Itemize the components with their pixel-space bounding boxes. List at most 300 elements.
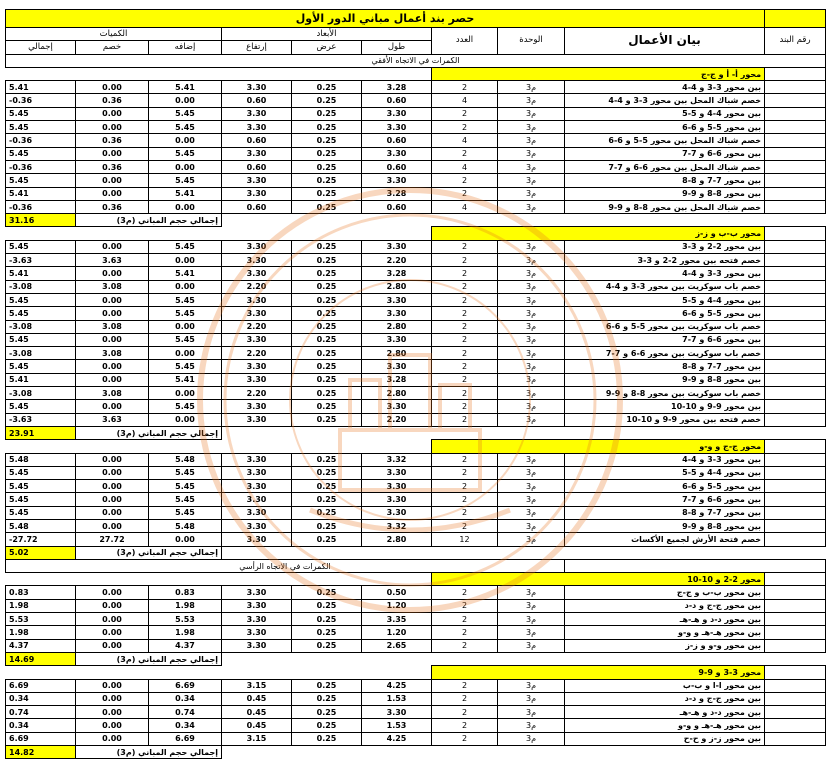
- description-cell: بين محور 4-4 و 5-5: [565, 466, 765, 479]
- count-cell: 2: [432, 626, 498, 639]
- table-row: [6, 94, 826, 107]
- length-cell: 3.30: [362, 466, 432, 479]
- width-cell: 0.25: [292, 187, 362, 200]
- width-cell: 0.25: [292, 121, 362, 134]
- deduct-cell: 0.00: [76, 174, 149, 187]
- height-cell: 2.20: [222, 347, 292, 360]
- length-cell: 3.30: [362, 480, 432, 493]
- table-row: [6, 586, 826, 599]
- horizontal-label-row: [6, 54, 826, 67]
- deduct-cell: 0.00: [76, 267, 149, 280]
- description-cell: بين محور ج-ج و د-د: [565, 692, 765, 705]
- count-cell: 2: [432, 254, 498, 267]
- table-row: [6, 626, 826, 639]
- add-cell: 0.00: [149, 413, 222, 426]
- unit-cell: م3: [498, 147, 565, 160]
- deduct-cell: 0.00: [76, 373, 149, 386]
- length-cell: 4.25: [362, 679, 432, 692]
- add-cell: 5.45: [149, 240, 222, 253]
- table-row: [6, 267, 826, 280]
- count-cell: 2: [432, 586, 498, 599]
- total-cell: 5.45: [6, 147, 76, 160]
- deduct-cell: 0.00: [76, 81, 149, 94]
- count-cell: 2: [432, 333, 498, 346]
- header-row-1: [6, 28, 826, 41]
- length-cell: 0.50: [362, 586, 432, 599]
- add-cell: 0.74: [149, 706, 222, 719]
- count-cell: 2: [432, 267, 498, 280]
- item-no-cell: [765, 719, 826, 732]
- width-cell: 0.25: [292, 240, 362, 253]
- total-cell: 0.34: [6, 719, 76, 732]
- add-cell: 0.00: [149, 280, 222, 293]
- item-no-cell: [765, 147, 826, 160]
- unit-cell: م3: [498, 187, 565, 200]
- table-row: [6, 280, 826, 293]
- table-row: [6, 347, 826, 360]
- count-cell: 2: [432, 121, 498, 134]
- length-cell: 1.53: [362, 719, 432, 732]
- description-cell: بين محور 6-6 و 7-7: [565, 493, 765, 506]
- length-cell: 4.25: [362, 732, 432, 745]
- deduct-cell: 0.00: [76, 360, 149, 373]
- width-cell: 0.25: [292, 480, 362, 493]
- count-cell: 2: [432, 293, 498, 306]
- length-cell: 3.30: [362, 493, 432, 506]
- add-cell: 5.45: [149, 121, 222, 134]
- item-no-cell: [765, 639, 826, 652]
- height-cell: 3.30: [222, 466, 292, 479]
- table-row: [6, 307, 826, 320]
- height-cell: 3.30: [222, 360, 292, 373]
- header-dimensions: الأبعاد: [222, 28, 432, 41]
- count-cell: 2: [432, 400, 498, 413]
- unit-cell: م3: [498, 533, 565, 546]
- section-title: محور 2-2 و 10-10: [432, 573, 765, 586]
- length-cell: 3.32: [362, 519, 432, 532]
- section-total-row: [6, 746, 826, 759]
- unit-cell: م3: [498, 107, 565, 120]
- width-cell: 0.25: [292, 147, 362, 160]
- length-cell: 3.30: [362, 400, 432, 413]
- section-total-row: [6, 652, 826, 665]
- length-cell: 3.30: [362, 333, 432, 346]
- deduct-cell: 0.00: [76, 599, 149, 612]
- unit-cell: م3: [498, 307, 565, 320]
- table-row: [6, 466, 826, 479]
- item-no-cell: [765, 280, 826, 293]
- table-row: [6, 320, 826, 333]
- item-no-cell: [765, 493, 826, 506]
- section-total-label: إجمالي حجم المباني (م3): [76, 214, 222, 227]
- width-cell: 0.25: [292, 160, 362, 173]
- width-cell: 0.25: [292, 506, 362, 519]
- item-no-cell: [765, 480, 826, 493]
- table-row: [6, 613, 826, 626]
- length-cell: 3.30: [362, 307, 432, 320]
- length-cell: 3.30: [362, 706, 432, 719]
- description-cell: بين محور د-د و هـ-هـ: [565, 706, 765, 719]
- total-cell: 5.45: [6, 293, 76, 306]
- deduct-cell: 0.00: [76, 732, 149, 745]
- add-cell: 1.98: [149, 626, 222, 639]
- width-cell: 0.25: [292, 639, 362, 652]
- item-no-cell: [765, 187, 826, 200]
- deduct-cell: 0.00: [76, 121, 149, 134]
- table-row: [6, 387, 826, 400]
- description-cell: بين محور و-و و ز-ز: [565, 639, 765, 652]
- width-cell: 0.25: [292, 320, 362, 333]
- add-cell: 0.34: [149, 719, 222, 732]
- description-cell: بين محور 8-8 و 9-9: [565, 519, 765, 532]
- deduct-cell: 0.00: [76, 706, 149, 719]
- total-cell: -3.08: [6, 387, 76, 400]
- section-total-row: [6, 546, 826, 559]
- unit-cell: م3: [498, 121, 565, 134]
- unit-cell: م3: [498, 174, 565, 187]
- height-cell: 3.30: [222, 506, 292, 519]
- unit-cell: م3: [498, 453, 565, 466]
- length-cell: 0.60: [362, 200, 432, 213]
- description-cell: بين محور د-د و هـ-هـ: [565, 613, 765, 626]
- deduct-cell: 0.00: [76, 586, 149, 599]
- description-cell: بين محور هـ-هـ و و-و: [565, 719, 765, 732]
- table-row: [6, 400, 826, 413]
- add-cell: 5.45: [149, 147, 222, 160]
- table-row: [6, 373, 826, 386]
- deduct-cell: 0.00: [76, 147, 149, 160]
- sheet-title: حصر بند أعمال مباني الدور الأول: [6, 10, 765, 28]
- total-cell: 6.69: [6, 679, 76, 692]
- count-cell: 2: [432, 81, 498, 94]
- header-total: إجمالي: [6, 41, 76, 54]
- total-cell: 5.45: [6, 121, 76, 134]
- length-cell: 2.80: [362, 320, 432, 333]
- height-cell: 3.30: [222, 254, 292, 267]
- header-description: بيان الأعمال: [565, 28, 765, 55]
- height-cell: 3.30: [222, 121, 292, 134]
- item-no-cell: [765, 413, 826, 426]
- description-cell: بين محور 5-5 و 6-6: [565, 121, 765, 134]
- unit-cell: م3: [498, 280, 565, 293]
- deduct-cell: 3.08: [76, 387, 149, 400]
- total-cell: 5.41: [6, 81, 76, 94]
- unit-cell: م3: [498, 267, 565, 280]
- height-cell: 3.30: [222, 293, 292, 306]
- unit-cell: م3: [498, 94, 565, 107]
- add-cell: 5.45: [149, 506, 222, 519]
- width-cell: 0.25: [292, 400, 362, 413]
- total-cell: 4.37: [6, 639, 76, 652]
- deduct-cell: 0.00: [76, 453, 149, 466]
- deduct-cell: 0.00: [76, 240, 149, 253]
- section-title: محور 3-3 و 9-9: [432, 666, 765, 679]
- item-no-cell: [765, 293, 826, 306]
- length-cell: 0.60: [362, 160, 432, 173]
- unit-cell: م3: [498, 493, 565, 506]
- item-no-cell: [765, 320, 826, 333]
- length-cell: 3.30: [362, 240, 432, 253]
- count-cell: 2: [432, 307, 498, 320]
- width-cell: 0.25: [292, 347, 362, 360]
- item-no-cell: [765, 360, 826, 373]
- description-cell: بين محور 4-4 و 5-5: [565, 293, 765, 306]
- table-row: [6, 187, 826, 200]
- item-no-cell: [765, 174, 826, 187]
- length-cell: 2.80: [362, 533, 432, 546]
- description-cell: بين محور ب-ب و ج-ج: [565, 586, 765, 599]
- description-cell: بين محور هـ-هـ و و-و: [565, 626, 765, 639]
- width-cell: 0.25: [292, 732, 362, 745]
- unit-cell: م3: [498, 706, 565, 719]
- quantity-sheet: [5, 9, 825, 759]
- width-cell: 0.25: [292, 413, 362, 426]
- unit-cell: م3: [498, 413, 565, 426]
- section-header-row: [6, 573, 826, 586]
- deduct-cell: 0.00: [76, 333, 149, 346]
- item-no-cell: [765, 200, 826, 213]
- table-row: [6, 160, 826, 173]
- height-cell: 3.30: [222, 586, 292, 599]
- table-row: [6, 81, 826, 94]
- height-cell: 3.30: [222, 267, 292, 280]
- item-no-cell: [765, 692, 826, 705]
- table-row: [6, 147, 826, 160]
- total-cell: 5.45: [6, 506, 76, 519]
- unit-cell: م3: [498, 81, 565, 94]
- height-cell: 0.60: [222, 160, 292, 173]
- horizontal-beams-label: الكمرات في الاتجاه الأفقي: [6, 54, 826, 67]
- total-cell: 5.45: [6, 240, 76, 253]
- count-cell: 2: [432, 639, 498, 652]
- unit-cell: م3: [498, 586, 565, 599]
- unit-cell: م3: [498, 719, 565, 732]
- width-cell: 0.25: [292, 679, 362, 692]
- table-row: [6, 506, 826, 519]
- unit-cell: م3: [498, 732, 565, 745]
- add-cell: 0.34: [149, 692, 222, 705]
- add-cell: 5.41: [149, 267, 222, 280]
- unit-cell: م3: [498, 692, 565, 705]
- description-cell: خصم باب سوكريت بين محور 5-5 و 6-6: [565, 320, 765, 333]
- table-row: [6, 254, 826, 267]
- unit-cell: م3: [498, 599, 565, 612]
- item-no-cell: [765, 333, 826, 346]
- header-add: إضافه: [149, 41, 222, 54]
- item-no-cell: [765, 679, 826, 692]
- add-cell: 0.00: [149, 320, 222, 333]
- add-cell: 5.45: [149, 480, 222, 493]
- header-length: طول: [362, 41, 432, 54]
- width-cell: 0.25: [292, 360, 362, 373]
- add-cell: 5.45: [149, 107, 222, 120]
- width-cell: 0.25: [292, 466, 362, 479]
- height-cell: 2.20: [222, 280, 292, 293]
- height-cell: 3.30: [222, 533, 292, 546]
- deduct-cell: 0.00: [76, 679, 149, 692]
- section-header-row: [6, 227, 826, 240]
- table-body: [6, 10, 826, 759]
- item-no-cell: [765, 453, 826, 466]
- deduct-cell: 0.00: [76, 480, 149, 493]
- width-cell: 0.25: [292, 626, 362, 639]
- total-cell: 5.45: [6, 400, 76, 413]
- total-cell: 0.34: [6, 692, 76, 705]
- quantities-table: [5, 9, 826, 759]
- length-cell: 2.20: [362, 254, 432, 267]
- height-cell: 3.30: [222, 400, 292, 413]
- height-cell: 3.30: [222, 413, 292, 426]
- width-cell: 0.25: [292, 533, 362, 546]
- count-cell: 2: [432, 692, 498, 705]
- header-item-no: رقم البند: [765, 28, 826, 55]
- total-cell: 5.45: [6, 493, 76, 506]
- unit-cell: م3: [498, 639, 565, 652]
- add-cell: 5.45: [149, 307, 222, 320]
- section-total-value: 5.02: [6, 546, 76, 559]
- length-cell: 0.60: [362, 94, 432, 107]
- total-cell: -3.08: [6, 280, 76, 293]
- deduct-cell: 0.36: [76, 160, 149, 173]
- description-cell: خصم باب سوكريت بين محور 6-6 و 7-7: [565, 347, 765, 360]
- item-no-cell: [765, 347, 826, 360]
- total-cell: -0.36: [6, 160, 76, 173]
- width-cell: 0.25: [292, 134, 362, 147]
- description-cell: بين محور ج-ج و د-د: [565, 599, 765, 612]
- section-total-value: 23.91: [6, 426, 76, 439]
- add-cell: 5.48: [149, 453, 222, 466]
- table-row: [6, 599, 826, 612]
- deduct-cell: 3.63: [76, 413, 149, 426]
- total-cell: 5.45: [6, 466, 76, 479]
- description-cell: خصم شباك المحل بين محور 6-6 و 7-7: [565, 160, 765, 173]
- unit-cell: م3: [498, 506, 565, 519]
- count-cell: 2: [432, 320, 498, 333]
- width-cell: 0.25: [292, 706, 362, 719]
- table-row: [6, 413, 826, 426]
- item-no-cell: [765, 533, 826, 546]
- total-cell: 0.74: [6, 706, 76, 719]
- add-cell: 0.00: [149, 533, 222, 546]
- description-cell: بين محور ز-ز و ح-ح: [565, 732, 765, 745]
- add-cell: 0.00: [149, 94, 222, 107]
- description-cell: بين محور 2-2 و 3-3: [565, 240, 765, 253]
- height-cell: 0.45: [222, 719, 292, 732]
- height-cell: 3.30: [222, 147, 292, 160]
- item-no-cell: [765, 400, 826, 413]
- count-cell: 2: [432, 466, 498, 479]
- add-cell: 0.83: [149, 586, 222, 599]
- item-no-cell: [765, 240, 826, 253]
- title-row: [6, 10, 826, 28]
- table-row: [6, 639, 826, 652]
- description-cell: بين محور 7-7 و 8-8: [565, 360, 765, 373]
- count-cell: 4: [432, 94, 498, 107]
- length-cell: 3.28: [362, 267, 432, 280]
- add-cell: 5.45: [149, 466, 222, 479]
- table-row: [6, 706, 826, 719]
- deduct-cell: 0.00: [76, 626, 149, 639]
- description-cell: بين محور 5-5 و 6-6: [565, 307, 765, 320]
- table-row: [6, 240, 826, 253]
- unit-cell: م3: [498, 373, 565, 386]
- count-cell: 2: [432, 280, 498, 293]
- total-cell: 5.48: [6, 519, 76, 532]
- unit-cell: م3: [498, 360, 565, 373]
- add-cell: 5.41: [149, 373, 222, 386]
- length-cell: 3.35: [362, 613, 432, 626]
- deduct-cell: 3.08: [76, 320, 149, 333]
- width-cell: 0.25: [292, 613, 362, 626]
- header-height: إرتفاع: [222, 41, 292, 54]
- length-cell: 1.53: [362, 692, 432, 705]
- deduct-cell: 3.08: [76, 280, 149, 293]
- unit-cell: م3: [498, 400, 565, 413]
- description-cell: بين محور 8-8 و 9-9: [565, 187, 765, 200]
- width-cell: 0.25: [292, 333, 362, 346]
- deduct-cell: 0.00: [76, 639, 149, 652]
- total-cell: 0.83: [6, 586, 76, 599]
- height-cell: 3.30: [222, 187, 292, 200]
- height-cell: 3.15: [222, 679, 292, 692]
- width-cell: 0.25: [292, 586, 362, 599]
- table-row: [6, 121, 826, 134]
- table-row: [6, 453, 826, 466]
- total-cell: 5.45: [6, 307, 76, 320]
- add-cell: 5.45: [149, 174, 222, 187]
- height-cell: 3.30: [222, 626, 292, 639]
- table-row: [6, 333, 826, 346]
- deduct-cell: 0.00: [76, 107, 149, 120]
- height-cell: 3.30: [222, 493, 292, 506]
- width-cell: 0.25: [292, 267, 362, 280]
- description-cell: خصم شباك المحل بين محور 5-5 و 6-6: [565, 134, 765, 147]
- height-cell: 2.20: [222, 320, 292, 333]
- add-cell: 0.00: [149, 347, 222, 360]
- add-cell: 0.00: [149, 200, 222, 213]
- description-cell: خصم فتحة الأرش لجميع الأكسات: [565, 533, 765, 546]
- description-cell: بين محور 6-6 و 7-7: [565, 147, 765, 160]
- deduct-cell: 0.00: [76, 400, 149, 413]
- description-cell: خصم شباك المحل بين محور 3-3 و 4-4: [565, 94, 765, 107]
- count-cell: 2: [432, 732, 498, 745]
- deduct-cell: 0.00: [76, 613, 149, 626]
- unit-cell: م3: [498, 254, 565, 267]
- width-cell: 0.25: [292, 453, 362, 466]
- add-cell: 6.69: [149, 679, 222, 692]
- table-row: [6, 732, 826, 745]
- total-cell: 5.45: [6, 107, 76, 120]
- count-cell: 2: [432, 613, 498, 626]
- unit-cell: م3: [498, 519, 565, 532]
- section-total-label: إجمالي حجم المباني (م3): [76, 652, 222, 665]
- unit-cell: م3: [498, 240, 565, 253]
- height-cell: 2.20: [222, 387, 292, 400]
- height-cell: 3.30: [222, 81, 292, 94]
- vertical-label-row: [6, 559, 826, 572]
- section-total-row: [6, 214, 826, 227]
- deduct-cell: 0.00: [76, 466, 149, 479]
- count-cell: 2: [432, 719, 498, 732]
- width-cell: 0.25: [292, 280, 362, 293]
- item-no-cell: [765, 107, 826, 120]
- section-total-label: إجمالي حجم المباني (م3): [76, 746, 222, 759]
- count-cell: 4: [432, 134, 498, 147]
- table-row: [6, 519, 826, 532]
- total-cell: -3.63: [6, 413, 76, 426]
- count-cell: 2: [432, 679, 498, 692]
- length-cell: 2.20: [362, 413, 432, 426]
